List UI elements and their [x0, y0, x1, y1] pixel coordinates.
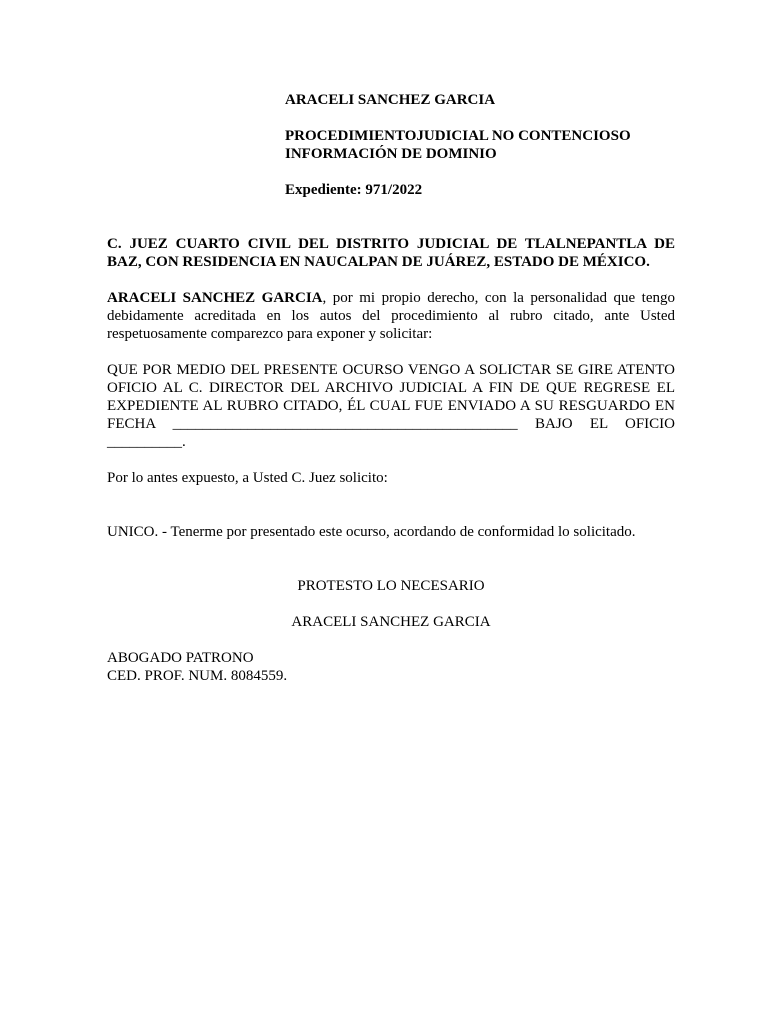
protesto-line: PROTESTO LO NECESARIO	[297, 578, 485, 594]
request-paragraph: QUE POR MEDIO DEL PRESENTE OCURSO VENGO A SOLICTAR SE GIRE ATENTO OFICIO AL C. DIRECTOR DEL ARCHIVO JUDICIAL A FIN DE QUE REGRESE EL EXPEDIENTE AL RUBRO CITADO, ÉL CUAL FUE ENVIADO A SU RESGUARDO EN FECHA ______________________________________________ BAJO EL OFICIO __________.	[107, 362, 675, 450]
intro-paragraph	[107, 289, 675, 343]
role-line: ABOGADO PATRONO	[107, 650, 254, 666]
header-name: ARACELI SANCHEZ GARCIA	[285, 92, 496, 108]
unico-line: UNICO. - Tenerme por presentado este ocurso, acordando de conformidad lo solicitado.	[107, 524, 636, 540]
procedure-title-line1: PROCEDIMIENTOJUDICIAL NO CONTENCIOSO	[285, 128, 631, 144]
addressee: C. JUEZ CUARTO CIVIL DEL DISTRITO JUDICIAL DE TLALNEPANTLA DE BAZ, CON RESIDENCIA EN NAUCALPAN DE JUÁREZ, ESTADO DE MÉXICO.	[107, 236, 675, 270]
cedula-line: CED. PROF. NUM. 8084559.	[107, 668, 288, 684]
procedure-title-line2: INFORMACIÓN DE DOMINIO	[285, 146, 497, 162]
header-block	[285, 91, 675, 199]
solicito-line: Por lo antes expuesto, a Usted C. Juez solicito:	[107, 470, 388, 486]
document-page	[107, 91, 675, 685]
signature-name: ARACELI SANCHEZ GARCIA	[291, 614, 491, 630]
intro-name: ARACELI SANCHEZ GARCIA	[107, 290, 323, 306]
intro-text: , por mi propio derecho, con la personalidad que tengo debidamente acreditada en los autos del procedimiento al rubro citado, ante Usted respetuosamente comparezco para exponer y solicitar:	[107, 290, 675, 342]
expediente-number: Expediente: 971/2022	[285, 182, 423, 198]
